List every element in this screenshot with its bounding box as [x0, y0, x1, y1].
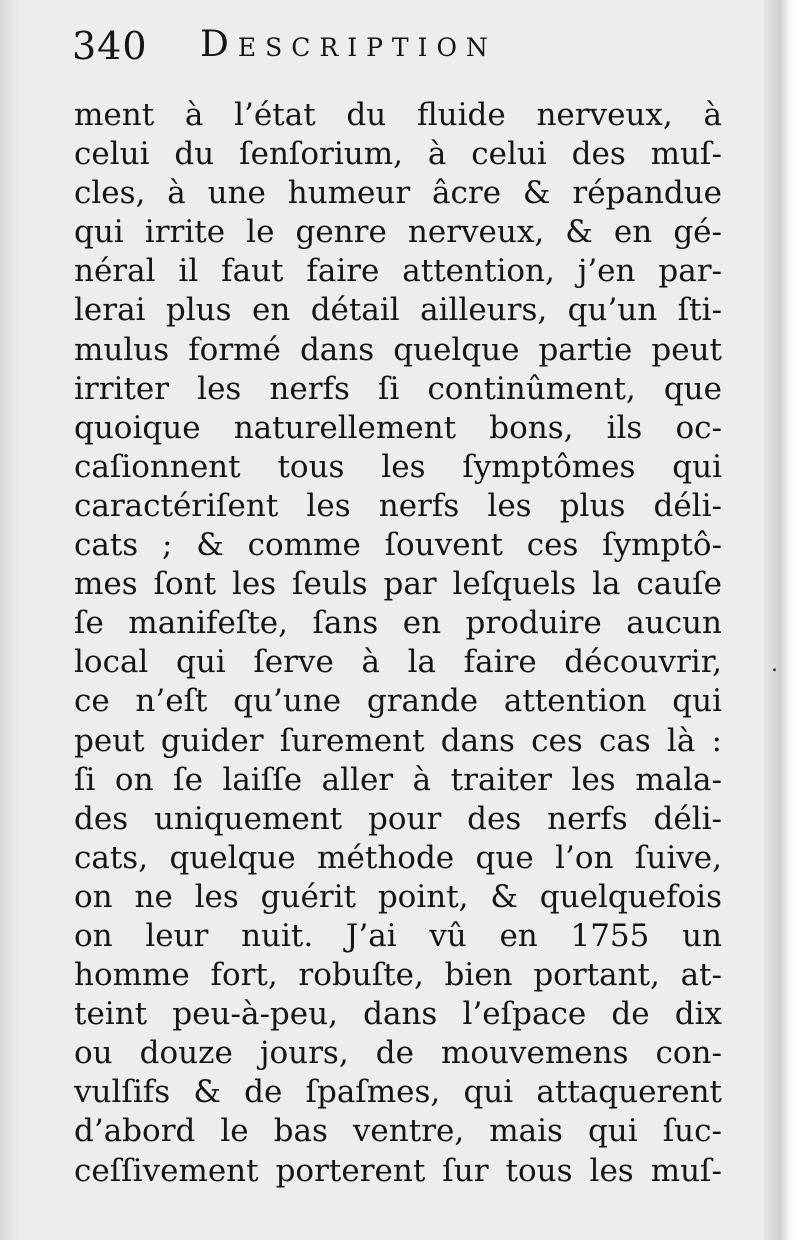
text-line: d’abord le bas ventre, mais qui ſuc- [74, 1113, 722, 1150]
text-line: caſionnent tous les ſymptômes qui [74, 448, 722, 485]
text-line: local qui ſerve à la faire découvrir, [74, 644, 722, 681]
text-line: qui irrite le genre nerveux, & en gé- [74, 214, 722, 251]
text-line: mulus formé dans quelque partie peut [74, 331, 722, 368]
text-line: mes ſont les ſeuls par leſquels la cauſe [74, 566, 722, 603]
text-line: on ne les guérit point, & quelquefois [74, 878, 722, 915]
text-line: néral il faut faire attention, j’en par- [74, 253, 722, 290]
text-line: irriter les nerfs ſi continûment, que [74, 370, 722, 407]
text-line: vulſifs & de ſpaſmes, qui attaquerent [74, 1074, 722, 1111]
gutter-shadow [0, 0, 20, 1240]
text-line: ou douze jours, de mouvemens con- [74, 1035, 722, 1072]
text-line: ſi on ſe laiſſe aller à traiter les mala- [74, 761, 722, 798]
text-line: teint peu-à-peu, dans l’eſpace de dix [74, 996, 722, 1033]
text-line: cats, quelque méthode que l’on ſuive, [74, 839, 722, 876]
text-line: cles, à une humeur âcre & répandue [74, 175, 722, 212]
body-text [74, 96, 722, 1191]
text-line: des uniquement pour des nerfs déli- [74, 800, 722, 837]
text-line: cats ; & comme ſouvent ces ſymptô- [74, 527, 722, 564]
text-line: peut guider ſurement dans ces cas là : [74, 722, 722, 759]
text-line: celui du ſenſorium, à celui des muſ- [74, 136, 722, 173]
text-line: caractériſent les nerfs les plus déli- [74, 487, 722, 524]
page-number: 340 [72, 24, 148, 68]
text-line: ceſſivement porterent ſur tous les muſ- [74, 1152, 722, 1189]
page-edge [764, 0, 800, 1240]
text-line: ſe manifeſte, ſans en produire aucun [74, 605, 722, 642]
text-line: ce n’eſt qu’une grande attention qui [74, 683, 722, 720]
text-line: on leur nuit. J’ai vû en 1755 un [74, 917, 722, 954]
text-line: ment à l’état du fluide nerveux, à [74, 97, 722, 133]
text-line: quoique naturellement bons, ils oc- [74, 409, 722, 446]
running-head [72, 22, 732, 72]
margin-mark: . [771, 652, 778, 677]
text-line: homme fort, robuſte, bien portant, at- [74, 957, 722, 994]
running-title: Description [200, 24, 497, 65]
text-line: lerai plus en détail ailleurs, qu’un ſti- [74, 292, 722, 329]
